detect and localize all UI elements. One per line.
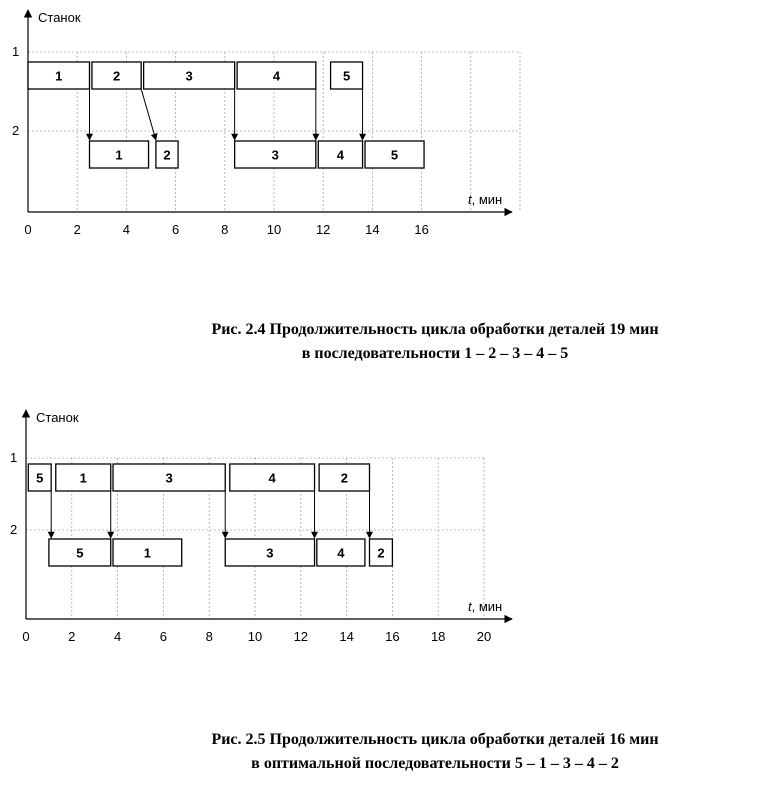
bar-label: 3 [271, 147, 279, 163]
machine1-bar-part-3 [113, 464, 225, 491]
machine2-bar-part-3 [225, 539, 314, 566]
machine1-bar-part-3 [144, 62, 235, 89]
x-tick-label: 14 [339, 629, 354, 644]
bar-label: 5 [76, 545, 84, 561]
machine1-bar-part-5 [331, 62, 363, 89]
bar-label: 3 [165, 470, 173, 486]
machine2-bar-part-2 [370, 539, 393, 566]
x-axis-label: t, мин [468, 599, 503, 614]
gantt-chart-fig-2-5 [0, 400, 776, 660]
x-tick-label: 12 [315, 222, 331, 237]
x-tick-label: 20 [476, 629, 492, 644]
bar-label: 1 [79, 470, 87, 486]
x-tick-label: 4 [113, 629, 122, 644]
caption-line-1: Рис. 2.4 Продолжительность цикла обработки деталей 19 мин [211, 321, 659, 338]
caption-line-1: Рис. 2.5 Продолжительность цикла обработки деталей 16 мин [211, 731, 659, 748]
y-axis-label: Станок [38, 10, 81, 25]
bar-label: 1 [115, 147, 123, 163]
bar-label: 5 [36, 470, 44, 486]
transfer-arrow [141, 89, 156, 140]
bar-label: 2 [377, 545, 385, 561]
x-tick-label: 16 [414, 222, 429, 237]
machine1-bar-part-1 [28, 62, 90, 89]
machine1-bar-part-2 [92, 62, 141, 89]
x-tick-label: 6 [171, 222, 180, 237]
bar-label: 2 [112, 68, 121, 84]
machine2-bar-part-1 [90, 141, 149, 168]
x-tick-label: 18 [430, 629, 446, 644]
machine2-bar-part-1 [113, 539, 182, 566]
machine-label: 1 [10, 450, 18, 465]
bar-label: 2 [163, 147, 171, 163]
x-tick-label: 8 [205, 629, 213, 644]
x-tick-label: 4 [122, 222, 131, 237]
machine2-bar-part-3 [235, 141, 316, 168]
machine2-bar-part-2 [156, 141, 178, 168]
machine1-bar-part-5 [28, 464, 51, 491]
x-tick-label: 10 [247, 629, 263, 644]
x-tick-label: 16 [385, 629, 400, 644]
bar-label: 5 [342, 68, 351, 84]
machine1-bar-part-1 [56, 464, 111, 491]
bar-label: 2 [340, 470, 348, 486]
machine2-bar-part-4 [318, 141, 362, 168]
x-tick-label: 2 [73, 222, 81, 237]
gantt-chart-fig-2-4 [0, 0, 776, 300]
bar-label: 4 [337, 545, 345, 561]
caption-fig-2-5 [0, 728, 776, 776]
bar-label: 1 [55, 68, 63, 84]
machine2-bar-part-5 [49, 539, 111, 566]
bar-label: 5 [390, 147, 399, 163]
machine-label: 2 [12, 123, 20, 138]
x-tick-label: 0 [22, 629, 30, 644]
bar-label: 4 [272, 68, 281, 84]
x-axis-label: t, мин [468, 192, 503, 207]
machine-label: 2 [10, 522, 18, 537]
caption-line-2: в оптимальной последовательности 5 – 1 – 3 – 4 – 2 [251, 755, 619, 772]
x-tick-label: 10 [266, 222, 282, 237]
caption-line-2: в последовательности 1 – 2 – 3 – 4 – 5 [301, 345, 569, 362]
caption-fig-2-4 [0, 318, 776, 366]
bar-label: 3 [266, 545, 274, 561]
bar-label: 1 [143, 545, 151, 561]
x-tick-label: 0 [24, 222, 32, 237]
machine1-bar-part-4 [237, 62, 316, 89]
machine1-bar-part-2 [319, 464, 369, 491]
x-tick-label: 8 [221, 222, 229, 237]
bar-label: 3 [185, 68, 193, 84]
x-tick-label: 6 [159, 629, 168, 644]
x-tick-label: 12 [293, 629, 309, 644]
bar-label: 4 [268, 470, 276, 486]
machine-label: 1 [12, 44, 20, 59]
y-axis-label: Станок [36, 410, 79, 425]
machine1-bar-part-4 [230, 464, 315, 491]
x-tick-label: 2 [68, 629, 76, 644]
bar-label: 4 [336, 147, 345, 163]
machine2-bar-part-5 [365, 141, 424, 168]
x-tick-label: 14 [365, 222, 380, 237]
machine2-bar-part-4 [317, 539, 365, 566]
